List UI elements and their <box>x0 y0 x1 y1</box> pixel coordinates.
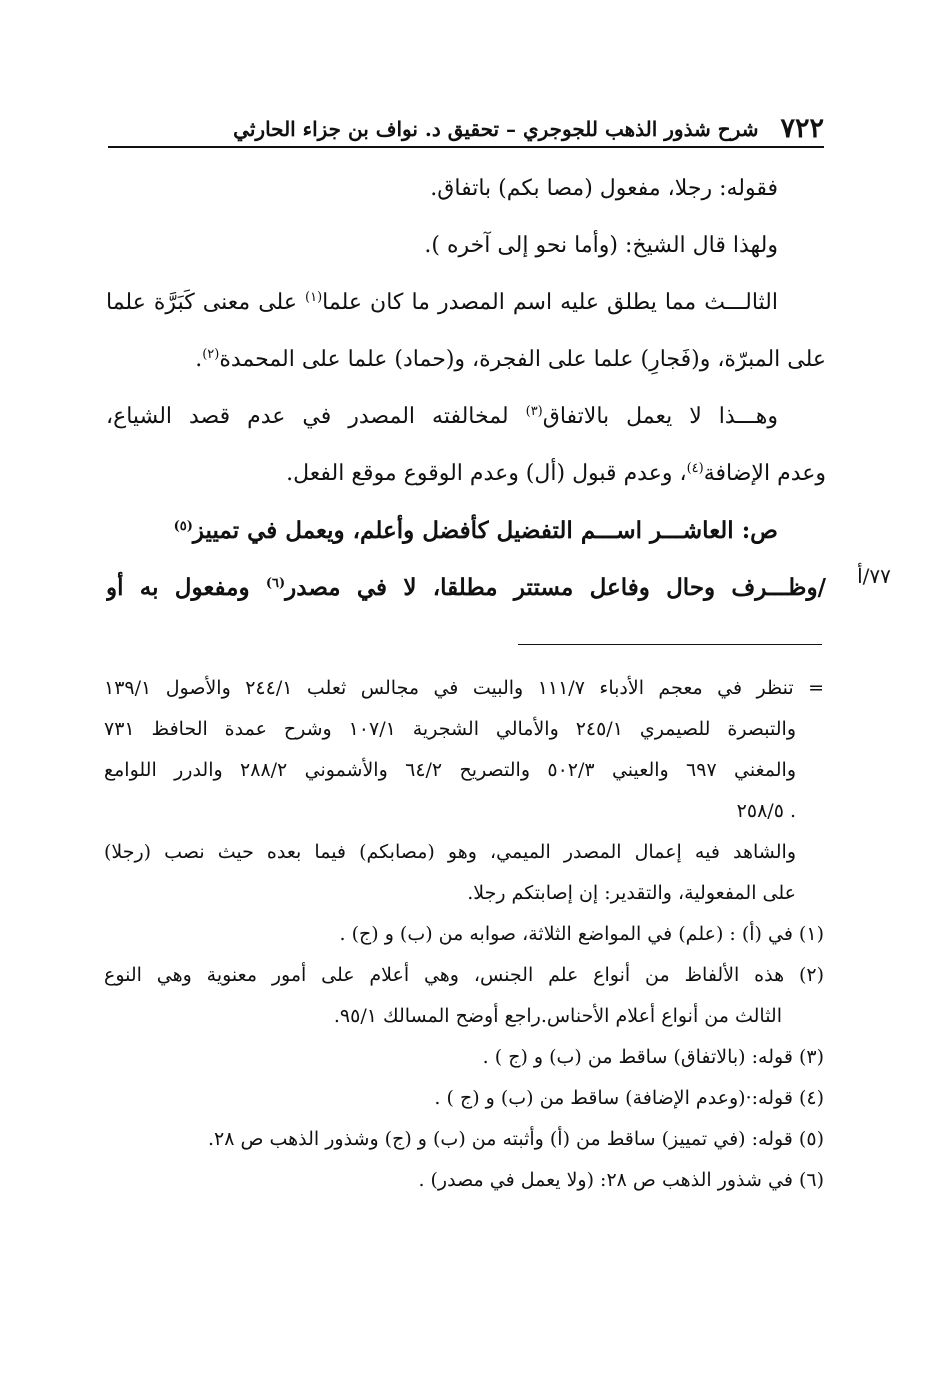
text-line: فقوله: رجلا، مفعول (مصا بكم) باتفاق. <box>430 176 778 201</box>
text-line: وعدم الإضافة$^{(٤)}$، وعدم قبول (أل) وعدم الوقوع موقع الفعل. <box>286 461 826 486</box>
footnotes <box>104 668 824 1201</box>
footnote-ref: (٣) <box>525 404 543 419</box>
text-line: على المبرّة، و(فَجارِ) علما على الفجرة، و(حماد) علما على المحمدة$^{(٢)}$. <box>195 347 826 372</box>
footnote-line: الثالث من أنواع أعلام الأحناس.راجع أوضح المسالك ٩٥/١. <box>333 1005 782 1027</box>
footnote-item: (٣) قوله: (بالاتفاق) ساقط من (ب) و (ج ) . <box>482 1046 824 1068</box>
text-line: ص: العاشـــر اســـم التفضيل كأفضل وأعلم، ويعمل في تمييز$^{(٥)}$ <box>173 517 778 544</box>
running-title: شرح شذور الذهب للجوجري – تحقيق د. نواف بن جزاء الحارثي <box>233 117 759 141</box>
page-header <box>108 110 824 148</box>
manuscript-folio-marker: ٧٧/أ <box>857 564 891 588</box>
footnote-line: . ٢٥٨/٥ <box>736 800 796 822</box>
footnote-ref: (٤) <box>686 461 704 476</box>
footnote-item: (٢) هذه الألفاظ من أنواع علم الجنس، وهي أعلام على أمور معنوية وهي النوع <box>104 964 824 986</box>
footnote-line: والتبصرة للصيمري ٢٤٥/١ والأمالي الشجرية ١٠٧/١ وشرح عمدة الحافظ ٧٣١ <box>104 718 796 740</box>
footnote-ref: (١) <box>305 290 323 305</box>
footnote-ref: (٥) <box>173 519 193 534</box>
footnote-line: = تنظر في معجم الأدباء ١١١/٧ والبيت في مجالس ثعلب ٢٤٤/١ والأصول ١٣٩/١ <box>104 677 824 699</box>
text-line: وهـــذا لا يعمل بالاتفاق$^{(٣)}$ لمخالفته المصدر في عدم قصد الشياع، <box>106 404 778 429</box>
footnote-ref: (٦) <box>265 576 286 591</box>
footnote-line: والشاهد فيه إعمال المصدر الميمي، وهو (مصابكم) فيما بعده حيث نصب (رجلا) <box>104 841 796 863</box>
footnote-separator <box>518 644 822 645</box>
footnote-ref: (٢) <box>202 347 220 362</box>
main-text <box>106 160 826 616</box>
footnote-item: (٦) في شذور الذهب ص ٢٨: (ولا يعمل في مصدر) . <box>418 1169 824 1191</box>
footnote-item: (٥) قوله: (في تمييز) ساقط من (أ) وأثبته من (ب) و (ج) وشذور الذهب ص ٢٨. <box>207 1128 824 1150</box>
page-number: ٧٢٢ <box>780 113 824 144</box>
footnote-item: (١) في (أ) : (علم) في المواضع الثلاثة، صوابه من (ب) و (ج) . <box>339 923 824 945</box>
footnote-item: (٤) قوله:·(وعدم الإضافة) ساقط من (ب) و (ج ) . <box>434 1087 824 1109</box>
text-line: ولهذا قال الشيخ: (وأما نحو إلى آخره ). <box>424 233 778 258</box>
footnote-line: والمغني ٦٩٧ والعيني ٥٠٢/٣ والتصريح ٦٤/٢ والأشموني ٢٨٨/٢ والدرر اللوامع <box>104 759 796 781</box>
footnote-line: على المفعولية، والتقدير: إن إصابتكم رجلا. <box>467 882 796 904</box>
text-line: /وظـــرف وحال وفاعل مستتر مطلقا، لا في مصدر$^{(٦)}$ ومفعول به أو <box>106 574 826 601</box>
text-line: الثالـــث مما يطلق عليه اسم المصدر ما كان علما$^{(١)}$ على معنى كَبَرَّة علما <box>106 290 778 315</box>
